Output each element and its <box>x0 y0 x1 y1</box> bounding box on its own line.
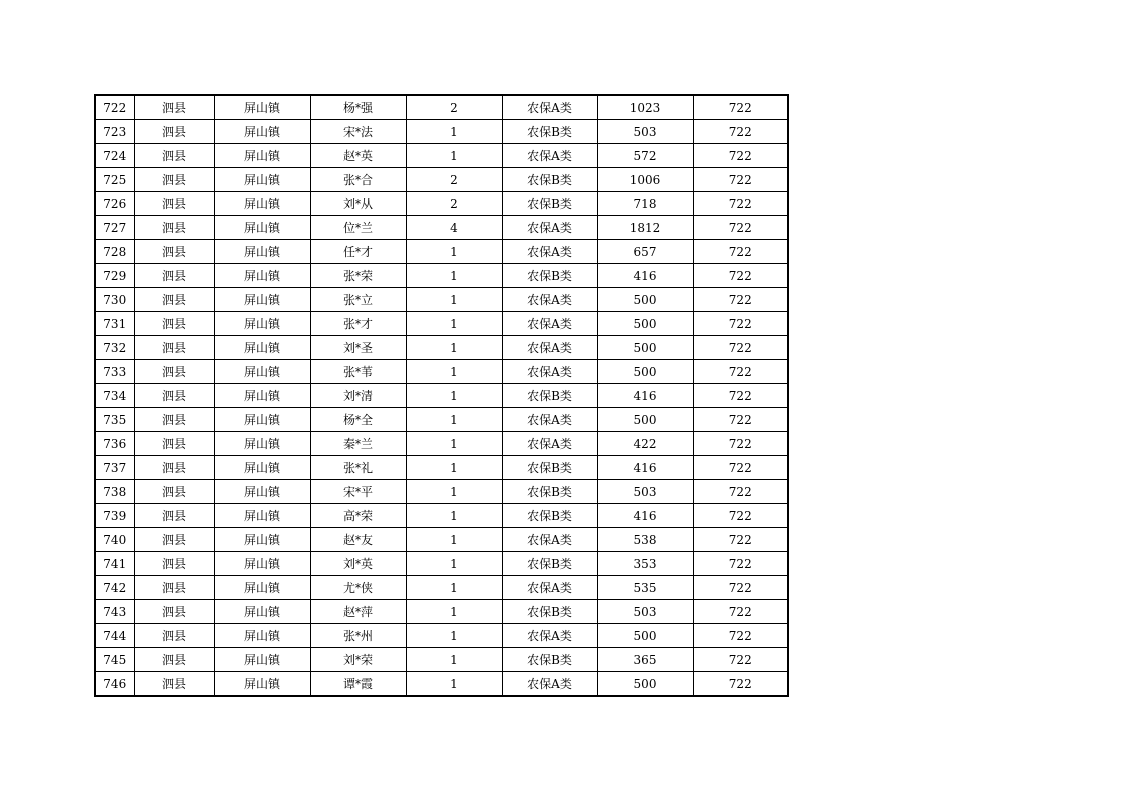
cell-amount: 1023 <box>597 95 693 120</box>
cell-code: 722 <box>693 120 788 144</box>
cell-name: 张*立 <box>310 288 406 312</box>
cell-category: 农保B类 <box>502 456 597 480</box>
cell-town: 屏山镇 <box>214 600 310 624</box>
cell-serial-number: 729 <box>95 264 134 288</box>
cell-household-count: 1 <box>406 144 502 168</box>
cell-category: 农保A类 <box>502 528 597 552</box>
cell-code: 722 <box>693 264 788 288</box>
cell-category: 农保A类 <box>502 408 597 432</box>
cell-category: 农保A类 <box>502 95 597 120</box>
cell-town: 屏山镇 <box>214 528 310 552</box>
cell-serial-number: 724 <box>95 144 134 168</box>
cell-category: 农保B类 <box>502 384 597 408</box>
cell-town: 屏山镇 <box>214 192 310 216</box>
cell-county: 泗县 <box>134 336 214 360</box>
cell-household-count: 1 <box>406 648 502 672</box>
table-row <box>95 144 788 168</box>
cell-serial-number: 737 <box>95 456 134 480</box>
cell-town: 屏山镇 <box>214 480 310 504</box>
cell-category: 农保A类 <box>502 288 597 312</box>
cell-town: 屏山镇 <box>214 264 310 288</box>
cell-name: 张*合 <box>310 168 406 192</box>
cell-amount: 535 <box>597 576 693 600</box>
cell-code: 722 <box>693 480 788 504</box>
cell-county: 泗县 <box>134 432 214 456</box>
cell-town: 屏山镇 <box>214 336 310 360</box>
cell-town: 屏山镇 <box>214 240 310 264</box>
cell-county: 泗县 <box>134 120 214 144</box>
cell-amount: 503 <box>597 120 693 144</box>
cell-household-count: 1 <box>406 288 502 312</box>
table-row <box>95 600 788 624</box>
cell-name: 刘*圣 <box>310 336 406 360</box>
cell-amount: 353 <box>597 552 693 576</box>
cell-category: 农保B类 <box>502 120 597 144</box>
cell-household-count: 1 <box>406 336 502 360</box>
table-row <box>95 360 788 384</box>
cell-amount: 538 <box>597 528 693 552</box>
cell-code: 722 <box>693 528 788 552</box>
cell-household-count: 2 <box>406 168 502 192</box>
cell-amount: 500 <box>597 312 693 336</box>
cell-household-count: 1 <box>406 312 502 336</box>
cell-household-count: 1 <box>406 480 502 504</box>
table-row <box>95 120 788 144</box>
table-row <box>95 384 788 408</box>
cell-serial-number: 733 <box>95 360 134 384</box>
cell-household-count: 1 <box>406 552 502 576</box>
cell-town: 屏山镇 <box>214 95 310 120</box>
cell-amount: 500 <box>597 288 693 312</box>
cell-amount: 503 <box>597 600 693 624</box>
table-row <box>95 552 788 576</box>
cell-amount: 657 <box>597 240 693 264</box>
cell-code: 722 <box>693 552 788 576</box>
cell-category: 农保B类 <box>502 192 597 216</box>
cell-name: 赵*友 <box>310 528 406 552</box>
cell-category: 农保B类 <box>502 552 597 576</box>
cell-name: 刘*从 <box>310 192 406 216</box>
cell-serial-number: 726 <box>95 192 134 216</box>
cell-household-count: 1 <box>406 576 502 600</box>
cell-category: 农保A类 <box>502 216 597 240</box>
cell-county: 泗县 <box>134 576 214 600</box>
cell-name: 杨*全 <box>310 408 406 432</box>
cell-serial-number: 738 <box>95 480 134 504</box>
cell-name: 张*礼 <box>310 456 406 480</box>
cell-household-count: 1 <box>406 408 502 432</box>
cell-code: 722 <box>693 288 788 312</box>
cell-code: 722 <box>693 600 788 624</box>
cell-category: 农保B类 <box>502 480 597 504</box>
cell-town: 屏山镇 <box>214 384 310 408</box>
cell-code: 722 <box>693 168 788 192</box>
cell-county: 泗县 <box>134 264 214 288</box>
cell-name: 秦*兰 <box>310 432 406 456</box>
cell-category: 农保A类 <box>502 672 597 697</box>
cell-name: 张*才 <box>310 312 406 336</box>
cell-town: 屏山镇 <box>214 456 310 480</box>
cell-county: 泗县 <box>134 600 214 624</box>
cell-county: 泗县 <box>134 672 214 697</box>
cell-amount: 503 <box>597 480 693 504</box>
cell-amount: 416 <box>597 504 693 528</box>
cell-serial-number: 731 <box>95 312 134 336</box>
cell-county: 泗县 <box>134 144 214 168</box>
cell-amount: 416 <box>597 456 693 480</box>
cell-category: 农保B类 <box>502 168 597 192</box>
cell-county: 泗县 <box>134 504 214 528</box>
cell-town: 屏山镇 <box>214 504 310 528</box>
table-row <box>95 408 788 432</box>
roster-body <box>95 95 788 696</box>
cell-code: 722 <box>693 648 788 672</box>
table-row <box>95 240 788 264</box>
cell-county: 泗县 <box>134 312 214 336</box>
cell-county: 泗县 <box>134 95 214 120</box>
cell-household-count: 1 <box>406 432 502 456</box>
cell-serial-number: 734 <box>95 384 134 408</box>
cell-amount: 500 <box>597 408 693 432</box>
table-row <box>95 95 788 120</box>
cell-category: 农保B类 <box>502 648 597 672</box>
cell-code: 722 <box>693 312 788 336</box>
cell-code: 722 <box>693 240 788 264</box>
table-row <box>95 312 788 336</box>
cell-category: 农保B类 <box>502 504 597 528</box>
cell-category: 农保A类 <box>502 432 597 456</box>
cell-amount: 500 <box>597 336 693 360</box>
cell-code: 722 <box>693 576 788 600</box>
cell-serial-number: 740 <box>95 528 134 552</box>
cell-serial-number: 744 <box>95 624 134 648</box>
cell-code: 722 <box>693 192 788 216</box>
table-row <box>95 504 788 528</box>
cell-county: 泗县 <box>134 624 214 648</box>
cell-name: 宋*平 <box>310 480 406 504</box>
roster-table <box>94 94 789 697</box>
cell-name: 谭*霞 <box>310 672 406 697</box>
table-row <box>95 432 788 456</box>
cell-household-count: 1 <box>406 456 502 480</box>
cell-serial-number: 745 <box>95 648 134 672</box>
cell-name: 张*荣 <box>310 264 406 288</box>
cell-town: 屏山镇 <box>214 432 310 456</box>
cell-serial-number: 722 <box>95 95 134 120</box>
cell-name: 任*才 <box>310 240 406 264</box>
cell-serial-number: 743 <box>95 600 134 624</box>
cell-amount: 416 <box>597 384 693 408</box>
cell-amount: 416 <box>597 264 693 288</box>
cell-code: 722 <box>693 432 788 456</box>
cell-town: 屏山镇 <box>214 216 310 240</box>
cell-amount: 572 <box>597 144 693 168</box>
cell-county: 泗县 <box>134 408 214 432</box>
cell-county: 泗县 <box>134 552 214 576</box>
cell-category: 农保A类 <box>502 144 597 168</box>
cell-name: 杨*强 <box>310 95 406 120</box>
cell-name: 刘*英 <box>310 552 406 576</box>
cell-household-count: 1 <box>406 360 502 384</box>
cell-town: 屏山镇 <box>214 576 310 600</box>
cell-amount: 1006 <box>597 168 693 192</box>
cell-name: 赵*萍 <box>310 600 406 624</box>
cell-household-count: 1 <box>406 528 502 552</box>
cell-code: 722 <box>693 95 788 120</box>
cell-county: 泗县 <box>134 384 214 408</box>
cell-code: 722 <box>693 144 788 168</box>
table-row <box>95 168 788 192</box>
cell-name: 张*州 <box>310 624 406 648</box>
cell-county: 泗县 <box>134 192 214 216</box>
cell-name: 高*荣 <box>310 504 406 528</box>
cell-code: 722 <box>693 672 788 697</box>
cell-county: 泗县 <box>134 480 214 504</box>
table-row <box>95 648 788 672</box>
cell-town: 屏山镇 <box>214 408 310 432</box>
table-row <box>95 216 788 240</box>
cell-county: 泗县 <box>134 168 214 192</box>
cell-serial-number: 727 <box>95 216 134 240</box>
cell-household-count: 1 <box>406 384 502 408</box>
cell-name: 赵*英 <box>310 144 406 168</box>
cell-town: 屏山镇 <box>214 144 310 168</box>
cell-county: 泗县 <box>134 216 214 240</box>
table-row <box>95 288 788 312</box>
table-row <box>95 456 788 480</box>
cell-town: 屏山镇 <box>214 648 310 672</box>
cell-code: 722 <box>693 360 788 384</box>
cell-county: 泗县 <box>134 456 214 480</box>
cell-serial-number: 741 <box>95 552 134 576</box>
cell-amount: 365 <box>597 648 693 672</box>
cell-code: 722 <box>693 336 788 360</box>
cell-category: 农保A类 <box>502 576 597 600</box>
cell-town: 屏山镇 <box>214 312 310 336</box>
cell-serial-number: 742 <box>95 576 134 600</box>
cell-name: 刘*清 <box>310 384 406 408</box>
cell-code: 722 <box>693 456 788 480</box>
cell-county: 泗县 <box>134 288 214 312</box>
cell-household-count: 2 <box>406 95 502 120</box>
cell-code: 722 <box>693 504 788 528</box>
table-row <box>95 528 788 552</box>
cell-code: 722 <box>693 384 788 408</box>
table-row <box>95 336 788 360</box>
cell-serial-number: 746 <box>95 672 134 697</box>
cell-amount: 500 <box>597 360 693 384</box>
cell-serial-number: 730 <box>95 288 134 312</box>
table-row <box>95 576 788 600</box>
cell-household-count: 1 <box>406 600 502 624</box>
cell-name: 宋*法 <box>310 120 406 144</box>
table-row <box>95 624 788 648</box>
cell-name: 刘*荣 <box>310 648 406 672</box>
cell-county: 泗县 <box>134 648 214 672</box>
cell-household-count: 1 <box>406 264 502 288</box>
cell-town: 屏山镇 <box>214 672 310 697</box>
cell-household-count: 4 <box>406 216 502 240</box>
cell-town: 屏山镇 <box>214 360 310 384</box>
cell-category: 农保A类 <box>502 624 597 648</box>
cell-household-count: 2 <box>406 192 502 216</box>
cell-household-count: 1 <box>406 624 502 648</box>
cell-category: 农保A类 <box>502 360 597 384</box>
cell-county: 泗县 <box>134 360 214 384</box>
cell-code: 722 <box>693 216 788 240</box>
cell-name: 位*兰 <box>310 216 406 240</box>
cell-town: 屏山镇 <box>214 288 310 312</box>
cell-code: 722 <box>693 624 788 648</box>
table-row <box>95 672 788 697</box>
cell-amount: 500 <box>597 672 693 697</box>
cell-serial-number: 728 <box>95 240 134 264</box>
cell-county: 泗县 <box>134 240 214 264</box>
table-row <box>95 264 788 288</box>
cell-serial-number: 735 <box>95 408 134 432</box>
cell-town: 屏山镇 <box>214 624 310 648</box>
cell-name: 尤*侠 <box>310 576 406 600</box>
cell-serial-number: 732 <box>95 336 134 360</box>
cell-town: 屏山镇 <box>214 168 310 192</box>
cell-county: 泗县 <box>134 528 214 552</box>
cell-household-count: 1 <box>406 672 502 697</box>
cell-serial-number: 739 <box>95 504 134 528</box>
cell-serial-number: 736 <box>95 432 134 456</box>
cell-serial-number: 723 <box>95 120 134 144</box>
cell-category: 农保A类 <box>502 240 597 264</box>
cell-serial-number: 725 <box>95 168 134 192</box>
cell-household-count: 1 <box>406 504 502 528</box>
table-row <box>95 192 788 216</box>
cell-amount: 422 <box>597 432 693 456</box>
cell-amount: 500 <box>597 624 693 648</box>
cell-category: 农保A类 <box>502 312 597 336</box>
cell-category: 农保B类 <box>502 264 597 288</box>
cell-household-count: 1 <box>406 240 502 264</box>
table-row <box>95 480 788 504</box>
cell-amount: 1812 <box>597 216 693 240</box>
cell-town: 屏山镇 <box>214 552 310 576</box>
cell-household-count: 1 <box>406 120 502 144</box>
cell-code: 722 <box>693 408 788 432</box>
cell-category: 农保A类 <box>502 336 597 360</box>
cell-name: 张*苇 <box>310 360 406 384</box>
cell-town: 屏山镇 <box>214 120 310 144</box>
cell-amount: 718 <box>597 192 693 216</box>
cell-category: 农保B类 <box>502 600 597 624</box>
